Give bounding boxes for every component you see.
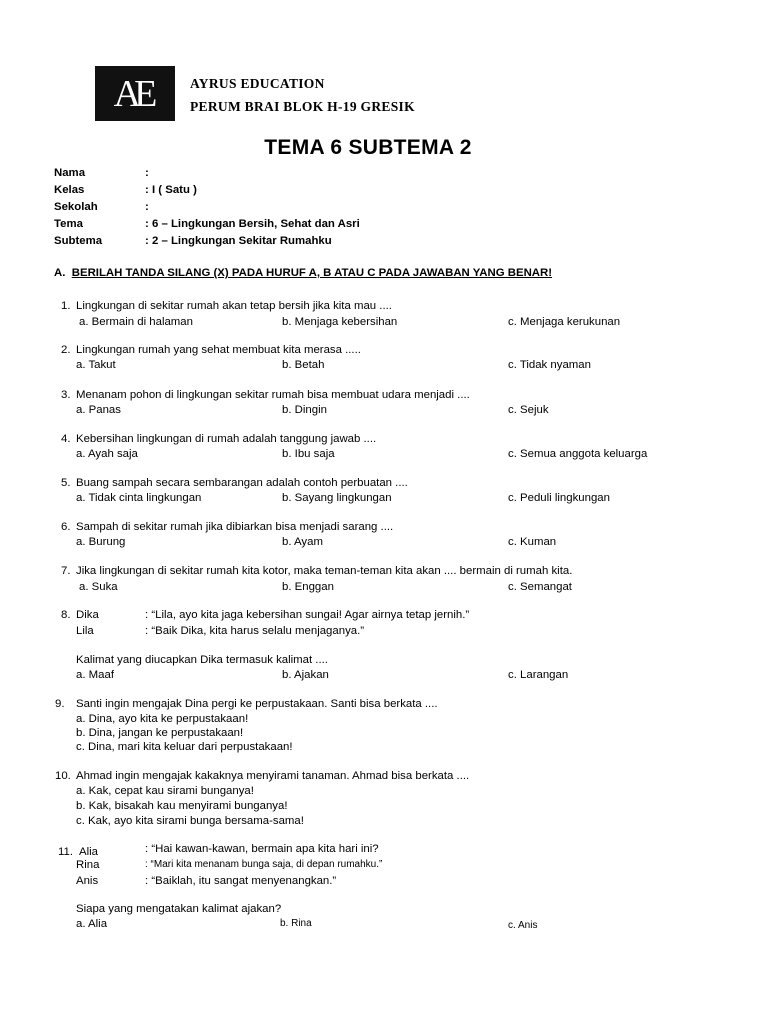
dialog-speaker: Dika bbox=[76, 609, 99, 621]
option-b: b. Dingin bbox=[282, 404, 327, 416]
question-number: 10. bbox=[55, 770, 71, 782]
question-text: Lingkungan rumah yang sehat membuat kita merasa ..... bbox=[76, 344, 361, 356]
option-a: a. Maaf bbox=[76, 669, 114, 681]
option-c: c. Kuman bbox=[508, 536, 557, 548]
identity-value-subtema: : 2 – Lingkungan Sekitar Rumahku bbox=[145, 235, 332, 247]
option-c: c. Semua anggota keluarga bbox=[508, 448, 648, 460]
section-instruction bbox=[54, 267, 552, 279]
question-number: 5. bbox=[61, 477, 71, 489]
question-number: 2. bbox=[61, 344, 71, 356]
option-c: c. Semangat bbox=[508, 581, 572, 593]
option-b: b. Rina bbox=[280, 918, 312, 929]
identity-label-subtema: Subtema bbox=[54, 235, 103, 247]
question-number: 11. bbox=[58, 846, 73, 858]
option-b: b. Menjaga kebersihan bbox=[282, 316, 398, 328]
question-text: Santi ingin mengajak Dina pergi ke perpustakaan. Santi bisa berkata .... bbox=[76, 698, 438, 710]
question-text: Siapa yang mengatakan kalimat ajakan? bbox=[76, 903, 282, 915]
logo-text: AE bbox=[113, 72, 151, 115]
page-title: TEMA 6 SUBTEMA 2 bbox=[264, 136, 472, 159]
option-a: a. Tidak cinta lingkungan bbox=[76, 492, 202, 504]
option-c: c. Kak, ayo kita sirami bunga bersama-sama! bbox=[76, 815, 304, 827]
dialog-speaker: Lila bbox=[76, 625, 94, 637]
option-c: c. Peduli lingkungan bbox=[508, 492, 610, 504]
question-text: Jika lingkungan di sekitar rumah kita kotor, maka teman-teman kita akan .... bermain di rumah kita. bbox=[76, 565, 573, 577]
option-c: c. Tidak nyaman bbox=[508, 359, 591, 371]
identity-label-tema: Tema bbox=[54, 218, 83, 230]
option-a: a. Kak, cepat kau sirami bunganya! bbox=[76, 785, 254, 797]
option-b: b. Ibu saja bbox=[282, 448, 335, 460]
option-b: b. Enggan bbox=[282, 581, 334, 593]
option-c: c. Menjaga kerukunan bbox=[508, 316, 621, 328]
identity-value-nama: : bbox=[145, 167, 149, 179]
option-b: b. Kak, bisakah kau menyirami bunganya! bbox=[76, 800, 288, 812]
identity-value-kelas: : I ( Satu ) bbox=[145, 184, 197, 196]
section-letter: A. bbox=[54, 267, 66, 279]
question-text: Sampah di sekitar rumah jika dibiarkan bisa menjadi sarang .... bbox=[76, 521, 394, 533]
option-a: a. Dina, ayo kita ke perpustakaan! bbox=[76, 713, 249, 725]
question-number: 7. bbox=[61, 565, 71, 577]
dialog-line: : “Lila, ayo kita jaga kebersihan sungai! Agar airnya tetap jernih.” bbox=[145, 609, 470, 621]
logo bbox=[95, 66, 175, 121]
option-b: b. Ayam bbox=[282, 536, 323, 548]
identity-label-kelas: Kelas bbox=[54, 184, 85, 196]
option-b: b. Dina, jangan ke perpustakaan! bbox=[76, 727, 244, 739]
identity-label-sekolah: Sekolah bbox=[54, 201, 98, 213]
question-number: 4. bbox=[61, 433, 71, 445]
question-number: 8. bbox=[61, 609, 71, 621]
dialog-line: : “Baiklah, itu sangat menyenangkan.” bbox=[145, 875, 337, 887]
identity-label-nama: Nama bbox=[54, 167, 86, 179]
question-number: 6. bbox=[61, 521, 71, 533]
question-text: Ahmad ingin mengajak kakaknya menyirami tanaman. Ahmad bisa berkata .... bbox=[76, 770, 470, 782]
option-a: a. Burung bbox=[76, 536, 126, 548]
option-c: c. Sejuk bbox=[508, 404, 549, 416]
question-text: Lingkungan di sekitar rumah akan tetap bersih jika kita mau .... bbox=[76, 300, 392, 312]
option-b: b. Ajakan bbox=[282, 669, 329, 681]
option-a: a. Bermain di halaman bbox=[79, 316, 193, 328]
question-text: Kebersihan lingkungan di rumah adalah tanggung jawab .... bbox=[76, 433, 377, 445]
option-a: a. Ayah saja bbox=[76, 448, 138, 460]
section-instruction-text: BERILAH TANDA SILANG (X) PADA HURUF A, B ATAU C PADA JAWABAN YANG BENAR! bbox=[71, 267, 553, 279]
org-name: AYRUS EDUCATION bbox=[190, 76, 325, 91]
option-a: a. Panas bbox=[76, 404, 121, 416]
dialog-speaker: Anis bbox=[76, 875, 99, 887]
option-a: a. Alia bbox=[76, 918, 108, 930]
option-b: b. Sayang lingkungan bbox=[282, 492, 392, 504]
question-number: 1. bbox=[61, 300, 71, 312]
question-text: Menanam pohon di lingkungan sekitar rumah bisa membuat udara menjadi .... bbox=[76, 389, 470, 401]
question-text: Kalimat yang diucapkan Dika termasuk kalimat .... bbox=[76, 654, 328, 666]
dialog-line: : “Mari kita menanam bunga saja, di depan rumahku.” bbox=[145, 859, 383, 870]
org-address: PERUM BRAI BLOK H-19 GRESIK bbox=[190, 99, 415, 114]
question-text: Buang sampah secara sembarangan adalah contoh perbuatan .... bbox=[76, 477, 408, 489]
option-a: a. Suka bbox=[79, 581, 118, 593]
option-c: c. Dina, mari kita keluar dari perpustakaan! bbox=[76, 741, 293, 753]
identity-value-sekolah: : bbox=[145, 201, 149, 213]
option-c: c. Larangan bbox=[508, 669, 569, 681]
dialog-line: : “Baik Dika, kita harus selalu menjaganya.” bbox=[145, 625, 365, 637]
option-c: c. Anis bbox=[508, 920, 538, 931]
dialog-speaker: Rina bbox=[76, 859, 100, 871]
option-a: a. Takut bbox=[76, 359, 116, 371]
question-number: 3. bbox=[61, 389, 71, 401]
dialog-line: : “Hai kawan-kawan, bermain apa kita hari ini? bbox=[145, 843, 379, 855]
option-b: b. Betah bbox=[282, 359, 325, 371]
dialog-speaker: Alia bbox=[79, 846, 98, 858]
identity-value-tema: : 6 – Lingkungan Bersih, Sehat dan Asri bbox=[145, 218, 360, 230]
question-number: 9. bbox=[55, 698, 65, 710]
